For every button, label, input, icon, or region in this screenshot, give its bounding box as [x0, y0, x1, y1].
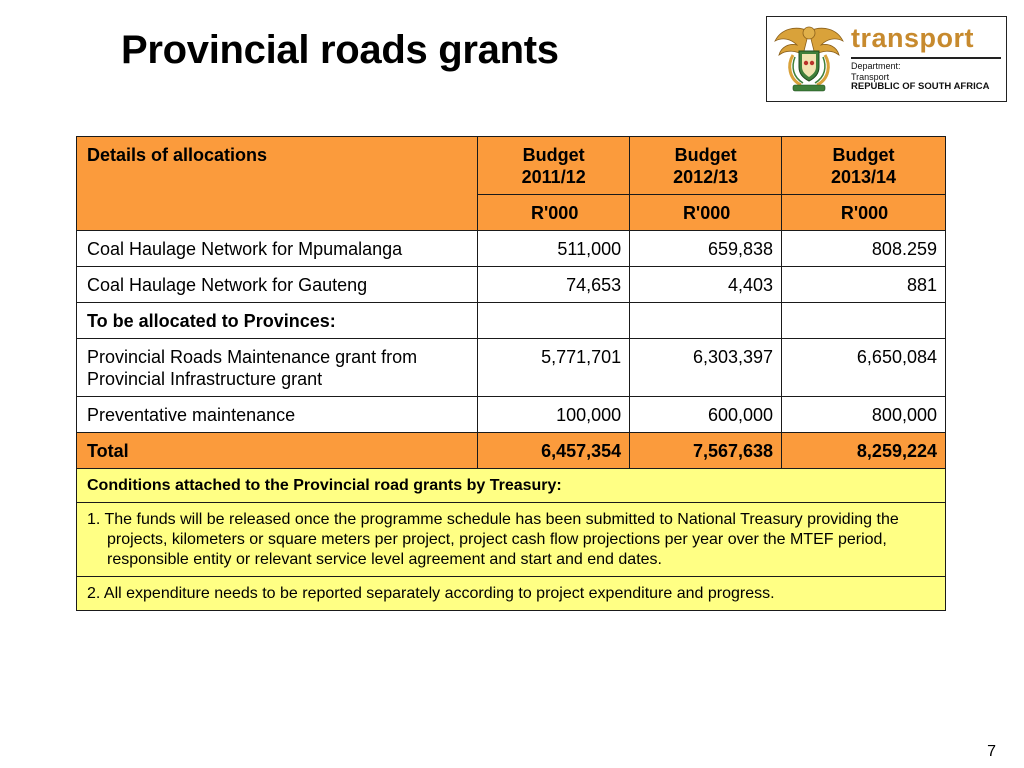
row-value: 600,000: [630, 397, 782, 433]
conditions-heading-row: [77, 469, 946, 503]
table-row: [77, 267, 946, 303]
table-row: [77, 231, 946, 267]
row-label: Coal Haulage Network for Mpumalanga: [77, 231, 478, 267]
total-value: 8,259,224: [782, 433, 946, 469]
table-row: [77, 397, 946, 433]
row-value: [782, 303, 946, 339]
unit-2012-13: R'000: [630, 195, 782, 231]
table-total-row: [77, 433, 946, 469]
row-value: 6,303,397: [630, 339, 782, 397]
row-value: 659,838: [630, 231, 782, 267]
conditions-item-row: [77, 503, 946, 577]
logo-line-department: Department:: [851, 61, 901, 71]
row-value: 800,000: [782, 397, 946, 433]
logo-line-transport: Transport: [851, 71, 890, 82]
conditions-item-cell: [77, 503, 946, 577]
row-value: 100,000: [478, 397, 630, 433]
row-label: Preventative maintenance: [77, 397, 478, 433]
conditions-item-cell: [77, 577, 946, 611]
slide-title: Provincial roads grants: [121, 28, 559, 72]
row-label-section: To be allocated to Provinces:: [77, 303, 478, 339]
row-label: Provincial Roads Maintenance grant from Provincial Infrastructure grant: [77, 339, 478, 397]
condition-item: 2. All expenditure needs to be reported separately according to project expenditure and progress.: [87, 585, 775, 602]
total-value: 7,567,638: [630, 433, 782, 469]
row-value: [630, 303, 782, 339]
conditions-item-row: [77, 577, 946, 611]
row-value: 881: [782, 267, 946, 303]
row-value: 5,771,701: [478, 339, 630, 397]
unit-2011-12: R'000: [478, 195, 630, 231]
table-header-row: [77, 137, 946, 195]
table-row: [77, 339, 946, 397]
row-value: 6,650,084: [782, 339, 946, 397]
conditions-heading: Conditions attached to the Provincial road grants by Treasury:: [77, 469, 946, 503]
page-number: 7: [987, 743, 996, 760]
row-value: 4,403: [630, 267, 782, 303]
unit-2013-14: R'000: [782, 195, 946, 231]
logo-wordmark: transport: [851, 23, 975, 53]
row-value: 808.259: [782, 231, 946, 267]
row-value: 511,000: [478, 231, 630, 267]
header-budget-2012-13: Budget 2012/13: [630, 137, 782, 195]
logo-line-country: REPUBLIC OF SOUTH AFRICA: [851, 81, 990, 92]
grants-table: [76, 136, 946, 611]
logo-department-text: [851, 61, 989, 93]
row-value: 74,653: [478, 267, 630, 303]
header-budget-2013-14: Budget 2013/14: [782, 137, 946, 195]
row-value: [478, 303, 630, 339]
logo-divider: [851, 57, 1001, 59]
row-label: Coal Haulage Network for Gauteng: [77, 267, 478, 303]
total-label: Total: [77, 433, 478, 469]
condition-item: 1. The funds will be released once the programme schedule has been submitted to National Treasury providing the projects, kilometers or square meters per project, project cash flow projections per year over the MTEF period, responsible entity or relevant service level agreement and start and end dates.: [87, 511, 899, 568]
coat-of-arms-icon: [771, 21, 847, 97]
table-row: [77, 303, 946, 339]
transport-department-logo: [766, 16, 1007, 102]
header-details-of-allocations: Details of allocations: [77, 137, 478, 231]
total-value: 6,457,354: [478, 433, 630, 469]
header-budget-2011-12: Budget 2011/12: [478, 137, 630, 195]
